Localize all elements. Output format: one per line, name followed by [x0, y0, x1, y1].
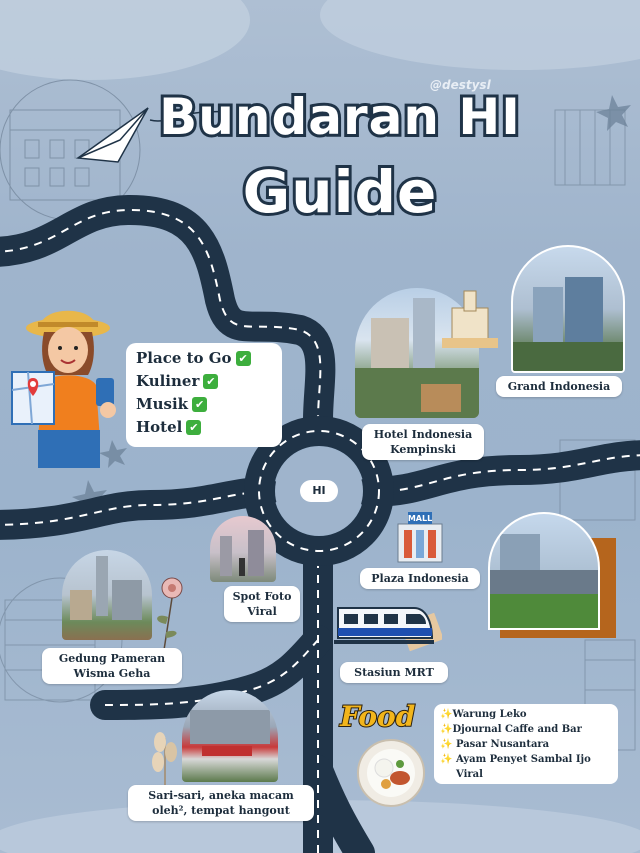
mall-sign: MALL: [407, 514, 433, 523]
plaza-indonesia-photo: [488, 512, 600, 630]
mall-building-icon: [394, 512, 446, 564]
checklist-item: Place to Go ✔: [136, 347, 272, 370]
traveler-illustration: [8, 300, 128, 472]
checklist-item: Hotel ✔: [136, 416, 272, 439]
sari-sari-photo: [182, 690, 278, 782]
food-list-card: [434, 704, 618, 784]
check-icon: ✔: [186, 420, 201, 435]
page-subtitle: Guide: [242, 158, 438, 226]
hotel-building-icon: [442, 286, 498, 348]
label-plaza-indonesia: Plaza Indonesia: [360, 568, 480, 589]
grand-indonesia-photo: [511, 245, 625, 373]
food-title: Food: [340, 700, 416, 733]
mrt-train-icon: [334, 598, 442, 654]
roundabout-label: HI: [300, 480, 338, 502]
gedung-photo: [62, 550, 152, 640]
checklist-card: [126, 343, 282, 447]
label-hotel-indonesia: Hotel Indonesia Kempinski: [362, 424, 484, 460]
page-title: Bundaran HI: [159, 88, 521, 146]
check-icon: ✔: [236, 351, 251, 366]
author-handle: @destysl: [430, 78, 491, 92]
food-item: Viral: [456, 769, 483, 780]
flower-icon: [142, 572, 192, 652]
dried-flower-icon: [140, 728, 190, 792]
food-item: ✨Djournal Caffe and Bar: [440, 724, 582, 735]
food-plate-icon: [356, 738, 426, 808]
check-icon: ✔: [203, 374, 218, 389]
label-stasiun-mrt: Stasiun MRT: [340, 662, 448, 683]
label-sari-sari: Sari-sari, aneka macam oleh², tempat hangout: [128, 785, 314, 821]
checklist-item: Kuliner ✔: [136, 370, 272, 393]
check-icon: ✔: [192, 397, 207, 412]
spot-foto-photo: [210, 516, 276, 582]
food-item: ✨ Ayam Penyet Sambal Ijo: [440, 754, 591, 765]
food-item: ✨ Pasar Nusantara: [440, 739, 550, 750]
label-spot-foto: Spot Foto Viral: [224, 586, 300, 622]
label-gedung-pameran: Gedung Pameran Wisma Geha: [42, 648, 182, 684]
label-grand-indonesia: Grand Indonesia: [496, 376, 622, 397]
food-item: ✨Warung Leko: [440, 709, 527, 720]
checklist-item: Musik ✔: [136, 393, 272, 416]
